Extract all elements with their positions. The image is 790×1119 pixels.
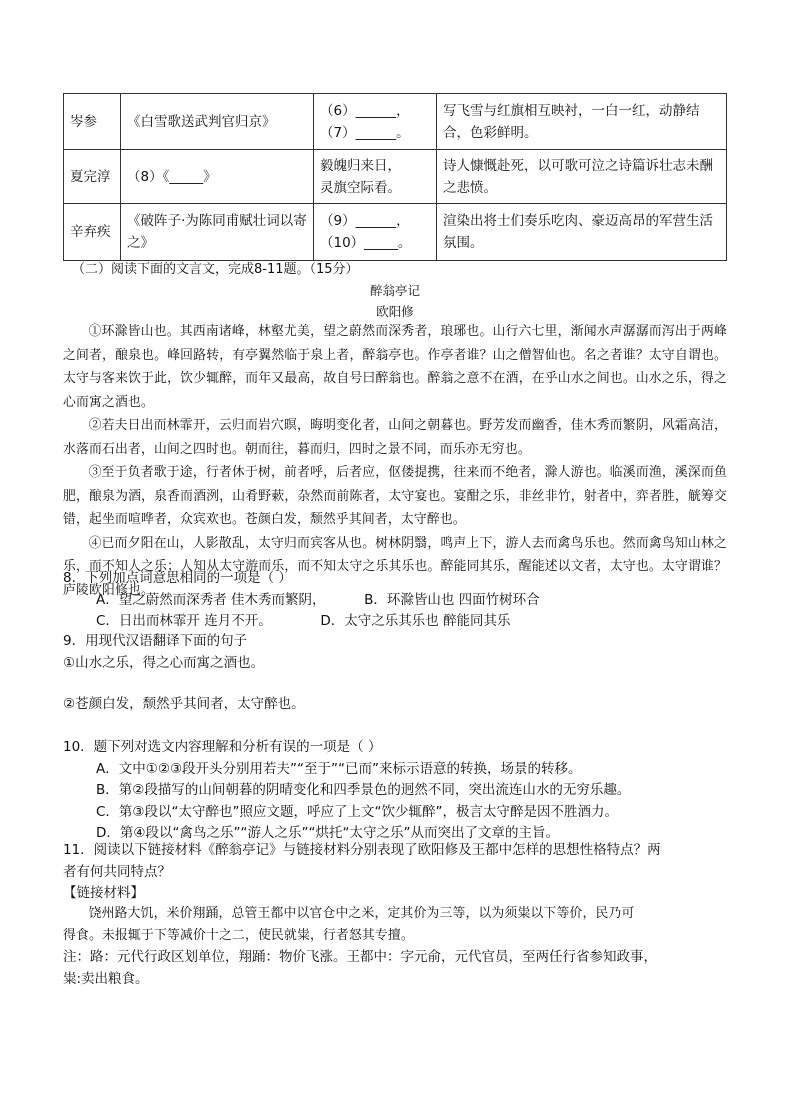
title-cell: 《白雪歌送武判官归京》 (121, 94, 314, 150)
lines-cell (314, 204, 437, 261)
section-heading: （二）阅读下面的文言文，完成8-11题。（15分） (72, 262, 359, 277)
option-c: C．日出而林霏开 连月不开。 (96, 613, 272, 629)
lines-cell (314, 94, 437, 150)
essay-paragraph: ④已而夕阳在山，人影散乱，太守归而宾客从也。树林阴翳，鸣声上下，游人去而禽鸟乐也。然而禽鸟知山林之乐，而不知人之乐；人知从太守游而乐，而不知太守之乐其乐也。醉能同其乐，醒能述以文者，太守也。太守谓谁？庐陵欧阳修也。 (63, 535, 727, 598)
question-stem: 11．阅读以下链接材料《醉翁亭记》与链接材料分别表现了欧阳修及王都中怎样的思想性格特点？两 (63, 842, 661, 858)
note-line: 注：路：元代行政区划单位，翔踊：物价飞涨。王都中：字元俞，元代官员，至两任行省参知政事， (63, 949, 657, 965)
link-material (63, 903, 727, 946)
option-b: B．环滁皆山也 四面竹树环合 (364, 591, 540, 608)
option-b: B．第②段描写的山间朝暮的阴晴变化和四季景色的迥然不同，突出流连山水的无穷乐趣。 (96, 782, 631, 798)
question-8 (63, 568, 727, 633)
poem-line: （9）______， (320, 213, 410, 229)
question-stem: 10．题下列对选文内容理解和分析有误的一项是（ ） (63, 739, 382, 755)
poem-line: 灵旗空际看。 (320, 179, 401, 196)
question-stem-cont: 者有何共同特点？ (63, 863, 171, 880)
option-d: D．太守之乐其乐也 醉能同其乐 (320, 613, 511, 629)
question-11 (63, 840, 727, 905)
essay-body (63, 320, 727, 602)
essay-paragraph: ①环滁皆山也。其西南诸峰，林壑尤美，望之蔚然而深秀者，琅琊也。山行六七里，渐闻水声潺潺而泻出于两峰之间者，酿泉也。峰回路转，有亭翼然临于泉上者，醉翁亭也。作亭者谁？山之僧智仙也。名之者谁？太守自谓也。太守与客来饮于此，饮少辄醉，而年又最高，故自号曰醉翁也。醉翁之意不在酒，在乎山水之间也。山水之乐，得之心而寓之酒也。 (63, 324, 727, 410)
translate-item: ②苍颜白发，颓然乎其间者，太守醉也。 (63, 696, 305, 712)
option-a: A．文中①②③段开头分别用若夫”“至于”“已而”来标示语意的转换，场景的转移。 (96, 760, 582, 777)
question-10 (63, 737, 727, 845)
essay-title: 醉翁亭记 (369, 283, 420, 298)
table-row (64, 204, 727, 261)
option-d: D．第④段以“禽鸟之乐”“游人之乐”“烘托“太守之乐”从而突出了文章的主旨。 (96, 825, 559, 841)
question-option-row (63, 590, 727, 612)
translate-item: ①山水之乐，得之心而寓之酒也。 (63, 654, 265, 671)
essay-author: 欧阳修 (376, 304, 414, 319)
essay-paragraph: ②若夫日出而林霏开，云归而岩穴暝，晦明变化者，山间之朝暮也。野芳发而幽香，佳木秀而繁阴，风霜高洁，水落而石出者，山间之四时也。朝而往，暮而归，四时之景不同，而乐亦无穷也。 (63, 418, 727, 457)
author-cell: 夏完淳 (64, 150, 121, 204)
link-note (63, 947, 727, 990)
question-stem: 8．下列加点词意思相同的一项是（ ） (63, 570, 292, 586)
note-cell: 渲染出将士们奏乐吃肉、豪迈高昂的军营生活氛围。 (437, 204, 727, 261)
option-c: C．第③段以“太守醉也”照应文题，呼应了上文“饮少辄醉”，极言太守醉是因不胜酒力。 (96, 803, 619, 820)
poem-table (63, 93, 727, 261)
option-a: A．望之蔚然而深秀者 佳木秀而繁阴， (96, 591, 326, 608)
author-cell: 辛弃疾 (64, 204, 121, 261)
title-cell: （8）《_____》 (121, 150, 314, 204)
link-label: 【链接材料】 (63, 885, 144, 901)
poem-line: （7）______。 (320, 124, 410, 141)
poem-line: （10）_____。 (320, 235, 412, 251)
poem-line: （6）______， (320, 102, 410, 119)
question-stem: 9．用现代汉语翻译下面的句子 (63, 633, 248, 649)
note-line: 粜:卖出粮食。 (63, 970, 149, 987)
note-cell: 诗人慷慨赴死，以可歌可泣之诗篇诉壮志未酬之悲愤。 (437, 150, 727, 204)
essay-paragraph: ③至于负者歌于途，行者休于树，前者呼，后者应，伛偻提携，往来而不绝者，滁人游也。临溪而渔，溪深而鱼肥，酿泉为酒，泉香而酒洌，山肴野蔌，杂然而前陈者，太守宴也。宴酣之乐，非丝非竹，射者中，弈者胜，觥筹交错，起坐而喧哗者，众宾欢也。苍颜白发，颓然乎其间者，太守醉也。 (63, 465, 727, 527)
note-cell: 写飞雪与红旗相互映衬，一白一红，动静结合，色彩鲜明。 (437, 94, 727, 150)
table-row (64, 94, 727, 150)
title-cell: 《破阵子·为陈同甫赋壮词以寄之》 (121, 204, 314, 261)
author-cell: 岑参 (64, 94, 121, 150)
lines-cell (314, 150, 437, 204)
poem-line: 毅魄归来日， (320, 157, 401, 174)
material-line: 得食。未报辄于下等减价十之二，使民就粜，行者怒其专擅。 (63, 927, 414, 943)
question-9 (63, 631, 727, 674)
question-option-row (63, 611, 727, 633)
material-line: 饶州路大饥，米价翔踊，总管王都中以官仓中之米，定其价为三等，以为须粜以下等价，民乃可 (88, 906, 635, 921)
table-row (64, 150, 727, 204)
